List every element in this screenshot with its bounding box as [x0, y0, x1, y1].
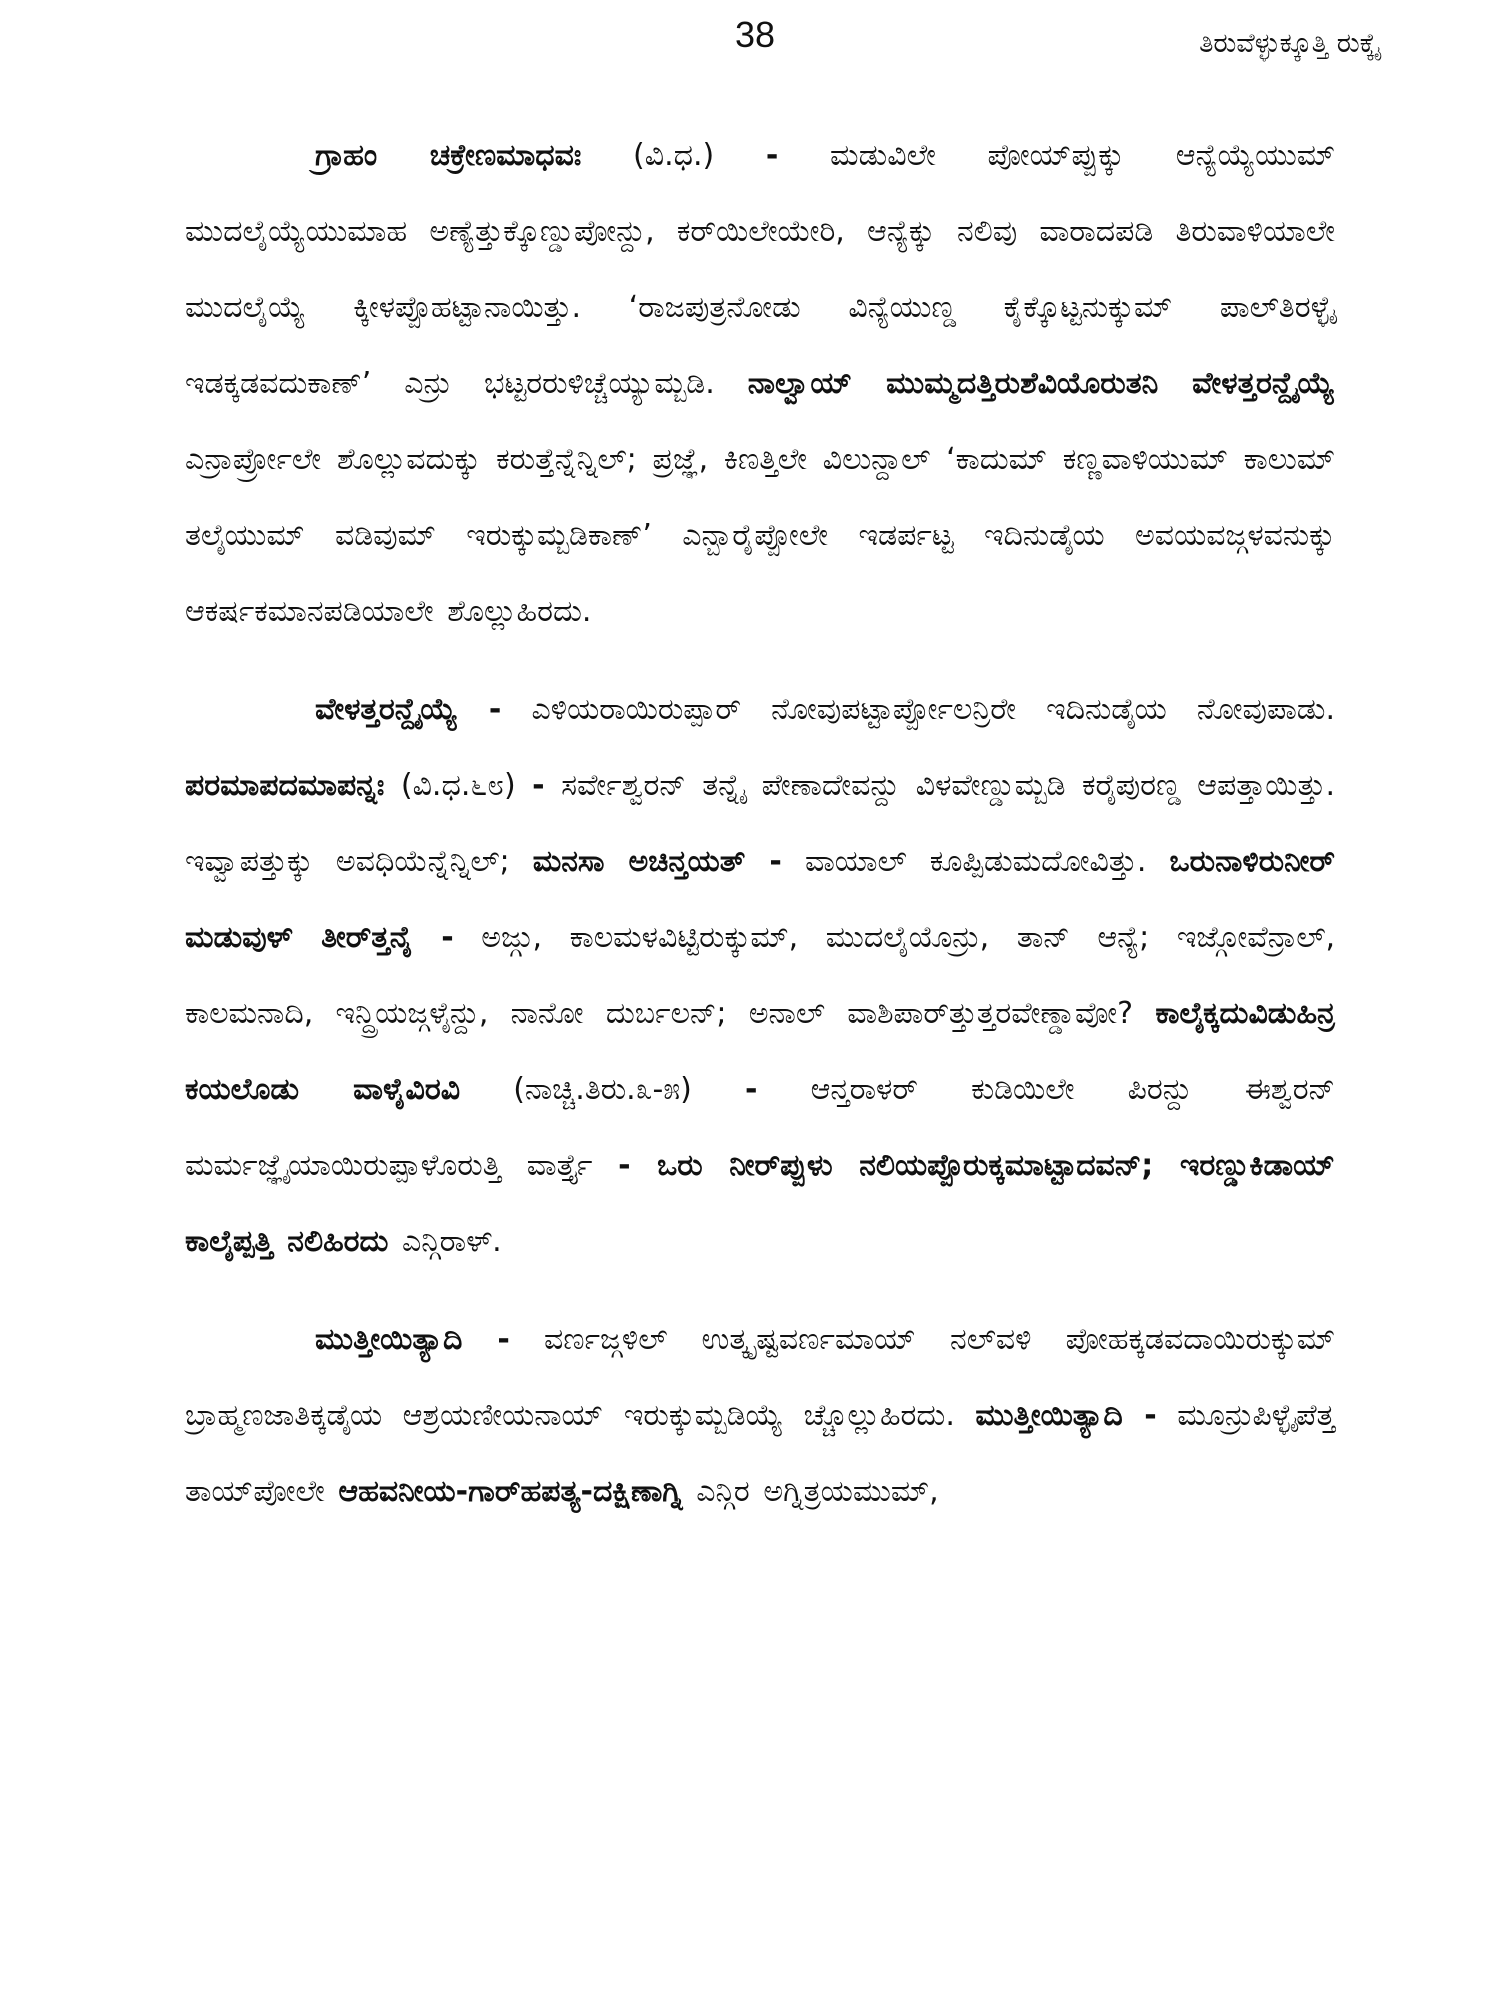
- text-segment: (ನಾಚ್ಚಿ.ತಿರು.೩-೫): [460, 1072, 745, 1107]
- bold-segment: ಮನಸಾ ಅಚಿನ್ತಯತ್ -: [532, 844, 782, 879]
- paragraph-3: [185, 1302, 1335, 1530]
- text-segment: ಎನ್ಗಿರಾಳ್.: [388, 1224, 502, 1259]
- bold-segment: ಆಹವನೀಯ-ಗಾರ್‌ಹಪತ್ಯ-ದಕ್ಷಿಣಾಗ್ನಿ: [338, 1474, 683, 1509]
- text-segment: ಮಡುವಿಲೇ ಪೋಯ್‌ಪ್ಪುಕ್ಕು ಆನ್ಯೆಯ್ಯೆಯುಮ್ ಮುದಲೈಯ್ಯೆಯುಮಾಹ ಅಣ್ಯೆತ್ತುಕ್ಕೊಣ್ಡುಪೋನ್ದು, ಕರ್‌ಯಿಲೇಯೇರಿ, ಆನ್ಯೆಕ್ಕು ನಲಿವು ವಾರಾದಪಡಿ ತಿರುವಾಳಿಯಾಲೇ ಮುದಲೈಯ್ಯೆ ಕ್ಕೀಳಪ್ಪೊಹಟ್ಟಾನಾಯಿತ್ತು. ‘ರಾಜಪುತ್ರನೋಡು ವಿನ್ಯೆಯುಣ್ಡ ಕೈಕ್ಕೊಟ್ಟನುಕ್ಕುಮ್ ಪಾಲ್‌ತಿರಳ್ಳೈ ಇಡಕ್ಕಡವದುಕಾಣ್’ ಎನ್ರು ಭಟ್ಟರರುಳಿಚ್ಚೆಯ್ಯುಮ್ಬಡಿ.: [185, 138, 1335, 401]
- paragraph-2: [185, 672, 1335, 1280]
- running-head: ತಿರುವೆಳ್ಳುಕ್ಕೂತ್ತಿ ರುಕ್ಕೈ: [1199, 28, 1380, 59]
- bold-segment: - ಒರು ನೀರ್‌ಪ್ಪುಳು ನಲಿಯಪ್ಪೊರುಕ್ಕಮಾಟ್ಟಾದವನ್; ಇರಣ್ಡುಕಿಡಾಯ್ ಕಾಲೈಪ್ಪತ್ತಿ ನಲಿಹಿರದು: [185, 1148, 1335, 1259]
- text-segment: ವರ್ಣಜ್ಗಳಿಲ್ ಉತ್ಕೃಷ್ಟವರ್ಣಮಾಯ್ ನಲ್‌ವಳಿ ಪೋಹಕ್ಕಡವದಾಯಿರುಕ್ಕುಮ್ ಬ್ರಾಹ್ಮಣಜಾತಿಕ್ಕಡೈಯ ಆಶ್ರಯಣೀಯನಾಯ್ ಇರುಕ್ಕುಮ್ಬಡಿಯ್ಯೆ ಚ್ಚೊಲ್ಲುಹಿರದು.: [185, 1322, 1335, 1433]
- text-segment: ಅಜ್ಗು, ಕಾಲಮಳವಿಟ್ಟಿರುಕ್ಕುಮ್, ಮುದಲೈಯೊನ್ರು, ತಾನ್ ಆನ್ಯೆ; ಇಜ್ಗೋವೆನ್ರಾಲ್, ಕಾಲಮನಾದಿ, ಇನ್ದ್ರಿಯಜ್ಗಳೈನ್ದು, ನಾನೋ ದುರ್ಬಲನ್; ಅನಾಲ್ ವಾಶಿಪಾರ್‌ತ್ತುತ್ತರವೇಣ್ಡಾವೋ?: [185, 920, 1335, 1031]
- bold-segment: -: [532, 768, 545, 803]
- text-segment: (ವಿ.ಧ.೬೮): [384, 768, 533, 803]
- text-segment: ವಾಯಾಲ್ ಕೂಪ್ಪಿಡುಮದೋವಿತ್ತು.: [781, 844, 1170, 879]
- text-segment: (ವಿ.ಧ.): [581, 138, 766, 173]
- bold-segment: -: [744, 1072, 758, 1107]
- bold-segment: -: [765, 138, 779, 173]
- bold-segment: ಮುತ್ತೀಯಿತ್ಯಾದಿ -: [975, 1398, 1157, 1433]
- page-number: 38: [734, 14, 776, 55]
- text-segment: ಎಳಿಯರಾಯಿರುಪ್ಪಾರ್ ನೋವುಪಟ್ಟಾರ್ಪ್ಪೋಲನ್ರಿರೇ ಇದಿನುಡೈಯ ನೋವುಪಾಡು.: [501, 692, 1335, 727]
- bold-segment: ಮುತ್ತೀಯಿತ್ಯಾದಿ -: [315, 1322, 510, 1357]
- bold-segment: ವೇಳತ್ತರನ್ದೈಯ್ಯೆ -: [315, 692, 502, 727]
- paragraph-1: [185, 118, 1335, 650]
- bold-segment: ನಾಲ್ವಾಯ್ ಮುಮ್ಮದತ್ತಿರುಶೆವಿಯೊರುತನಿ ವೇಳತ್ತರನ್ದೈಯ್ಯೆ: [747, 366, 1336, 401]
- text-segment: ಎನ್ರಾರ್ಪ್ರೋಲೇ ಶೊಲ್ಲುವದುಕ್ಕು ಕರುತ್ತೆನ್ನೆನ್ನಿಲ್; ಪ್ರಜ್ಞೆ, ಕಿಣತ್ತಿಲೇ ವಿಲುನ್ದಾಲ್ ‘ಕಾದುಮ್ ಕಣ್ಣವಾಳಿಯುಮ್ ಕಾಲುಮ್ ತಲೈಯುಮ್ ವಡಿವುಮ್ ಇರುಕ್ಕುಮ್ಬಡಿಕಾಣ್’ ಎನ್ಬಾರೈಪ್ಪೋಲೇ ಇಡರ್ಪಟ್ಟ ಇದಿನುಡೈಯ ಅವಯವಜ್ಗಳವನುಕ್ಕು ಆಕರ್ಷಕಮಾನಪಡಿಯಾಲೇ ಶೊಲ್ಲುಹಿರದು.: [185, 442, 1335, 629]
- text-segment: ಸರ್ವೇಶ್ವರನ್ ತನ್ನೈ ಪೇಣಾದೇವನ್ದು ವಿಳವೇಣ್ಡುಮ್ಬಡಿ ಕರೈಪುರಣ್ಡ ಆಪತ್ತಾಯಿತ್ತು. ಇವ್ವಾಪತ್ತುಕ್ಕು ಅವಧಿಯೆನ್ನೆನ್ನಿಲ್;: [185, 768, 1335, 879]
- text-segment: ಆನ್ತರಾಳರ್ ಕುಡಿಯಿಲೇ ಪಿರನ್ದು ಈಶ್ವರನ್ ಮರ್ಮಜ್ಞೈಯಾಯಿರುಪ್ಪಾಳೊರುತ್ತಿ ವಾರ್ತ್ತೈ: [185, 1072, 1335, 1183]
- text-segment: ಎನ್ಗಿರ ಅಗ್ನಿತ್ರಯಮುಮ್,: [682, 1474, 939, 1509]
- text-segment: ಮೂನ್ರುಪಿಳ್ಳೈಪೆತ್ತ ತಾಯ್‌ಪೋಲೇ: [185, 1398, 1335, 1509]
- bold-segment: ಗ್ರಾಹಂ ಚಕ್ರೇಣಮಾಧವಃ: [315, 138, 582, 173]
- bold-segment: ಒರುನಾಳಿರುನೀರ್ ಮಡುವುಳ್ ತೀರ್‌ತ್ತನೈ -: [185, 844, 1336, 955]
- bold-segment: ಕಾಲೈಕ್ಕದುವಿಡುಹಿನ್ರ ಕಯಲೊಡು ವಾಳೈವಿರವಿ: [185, 996, 1335, 1107]
- bold-segment: ಪರಮಾಪದಮಾಪನ್ನಃ: [185, 768, 385, 803]
- page-body: [185, 118, 1335, 1552]
